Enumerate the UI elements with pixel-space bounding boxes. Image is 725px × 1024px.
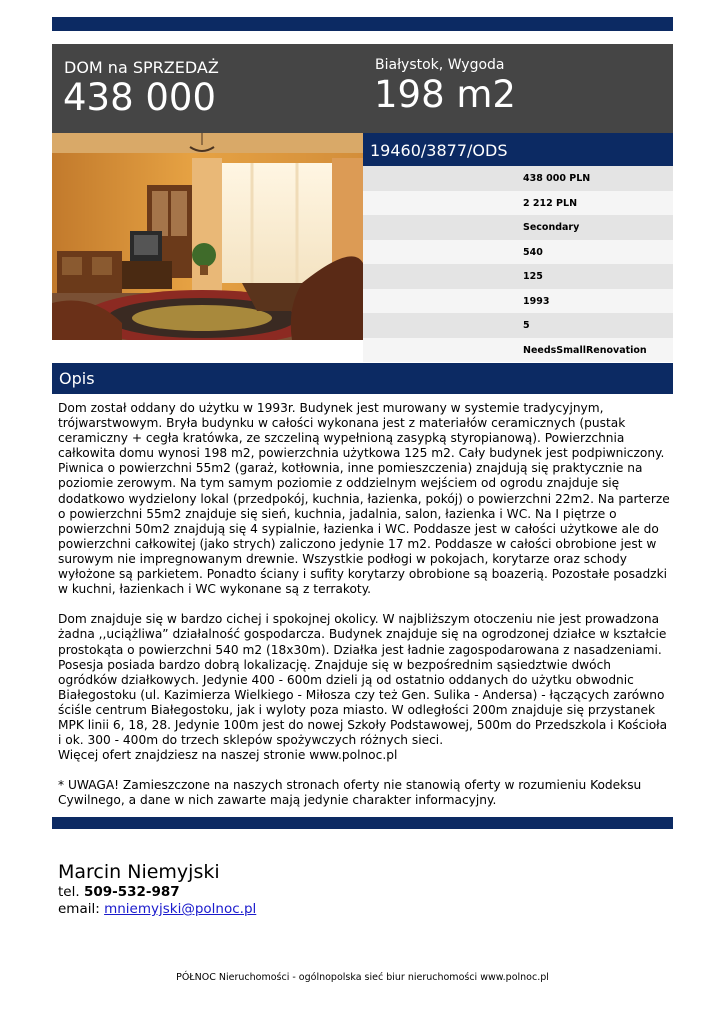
reference-number: 19460/3877/ODS <box>363 133 673 166</box>
details-table <box>363 166 673 362</box>
property-photo[interactable] <box>52 133 363 340</box>
detail-market: Secondary <box>363 215 673 240</box>
description <box>58 401 670 824</box>
listing-type: DOM na SPRZEDAŻ <box>64 58 219 77</box>
detail-plot-area: 540 <box>363 240 673 265</box>
detail-condition: NeedsSmallRenovation <box>363 338 673 363</box>
description-paragraph: Dom znajduje się w bardzo cichej i spokojnej okolicy. W najbliższym otoczeniu nie jest prowadzona żadna ,,uciążliwa” działalność gospodarcza. Budynek znajduje się na ogrodzonej działce w kształcie prostokąta o powierzchni 540 m2 (18x30m). Działka jest ładnie zagospodarowana z nasadzeniami. Posesja posiada bardzo dobrą lokalizację. Znajduje się w bezpośrednim sąsiedztwie dwóch ogródków działkowych. Jedynie 400 - 600m dzieli ją od ostatnio oddanych do użytku obwodnic Białegostoku (ul. Kazimierza Wielkiego - Miłosza czy też Gen. Sulika - Andersa) - łączących zarówno ściśle centrum Białegostoku, jak i wyloty poza miasto. W odległości 200m znajduje się przystanek MPK linii 6, 18, 28. Jedynie 100m jest do nowej Szkoły Podstawowej, 500m do Przedszkola i Kościoła i ok. 300 - 400m do trzech sklepów spożywczych różnych sieci. Więcej ofert znajdziesz na naszej stronie www.polnoc.pl <box>58 612 668 763</box>
detail-rooms: 5 <box>363 313 673 338</box>
agent-contact <box>58 860 256 918</box>
agent-phone[interactable]: 509-532-987 <box>83 884 180 900</box>
phone-label: tel. <box>58 884 80 900</box>
top-decor-bar <box>52 17 673 31</box>
footer-text: PÓŁNOC Nieruchomości - ogólnopolska sieć biur nieruchomości www.polnoc.pl <box>176 972 549 983</box>
listing-location: Białystok, Wygoda <box>375 57 505 73</box>
listing-header <box>52 44 673 133</box>
agent-email-link[interactable]: mniemyjski@polnoc.pl <box>104 901 257 917</box>
bottom-decor-bar <box>52 817 673 829</box>
disclaimer: * UWAGA! Zamieszczone na naszych stronach oferty nie stanowią oferty w rozumieniu Kodeksu Cywilnego, a dane w nich zawarte mają jedynie charakter informacyjny. <box>58 778 642 808</box>
listing-price: 438 000 <box>63 76 217 119</box>
detail-year-built: 1993 <box>363 289 673 314</box>
detail-price-per-m2: 2 212 PLN <box>363 191 673 216</box>
agent-phone-line <box>58 884 256 901</box>
section-title: Opis <box>52 363 673 394</box>
description-paragraph: Dom został oddany do użytku w 1993r. Budynek jest murowany w systemie tradycyjnym, trójwarstwowym. Bryła budynku w całości wykonana jest z materiałów ceramicznych (pustak ceramiczny + cegła kratówka, ze szczeliną wypełnioną zasypką styropianową). Powierzchnia całkowita domu wynosi 198 m2, powierzchnia użytkowa 125 m2. Cały budynek jest podpiwniczony. Piwnica o powierzchni 55m2 (garaż, kotłownia, inne pomieszczenia) znajdują się praktycznie na poziomie zerowym. Na tym samym poziomie z oddzielnym wejściem od ogrodu znajduje się dodatkowo wydzielony lokal (przedpokój, kuchnia, łazienka, pokój) o powierzchni 22m2. Na parterze o powierzchni 55m2 znajduje się sień, kuchnia, jadalnia, salon, łazienka i WC. Na I piętrze o powierzchni 50m2 znajdują się 4 sypialnie, łazienka i WC. Poddasze jest w całości użytkowe ale do powierzchni całkowitej (jako strych) zaliczono jedynie 17 m2. Poddasze w całości obrobione jest w surowym nie impregnowanym drewnie. Wszystkie podłogi w pokojach, korytarze oraz schody wyłożone są parkietem. Ponadto ściany i sufity korytarzy obrobione są boazerią. Pozostałe posadzki w kuchni, łazienkach i WC wykonane są z terrakoty. <box>58 401 670 597</box>
email-label: email: <box>58 901 100 917</box>
listing-area: 198 m2 <box>374 73 516 116</box>
detail-price: 438 000 PLN <box>363 166 673 191</box>
agent-email-line <box>58 901 256 918</box>
detail-usable-area: 125 <box>363 264 673 289</box>
agent-name: Marcin Niemyjski <box>58 861 220 883</box>
